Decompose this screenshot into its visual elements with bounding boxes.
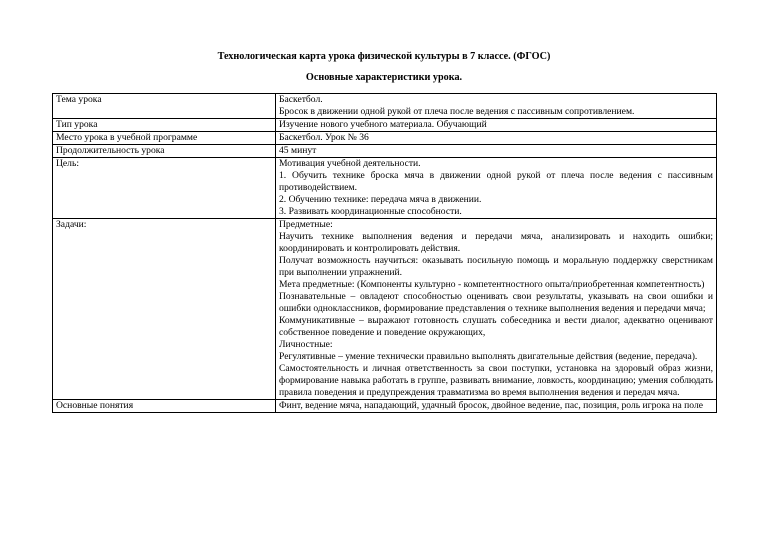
table-row-place (53, 132, 717, 145)
table-row-duration (53, 145, 717, 158)
row-value (276, 94, 717, 119)
row-label: Задачи: (53, 219, 276, 400)
value-line: 3. Развивать координационные способности. (279, 206, 462, 217)
row-label: Тип урока (53, 119, 276, 132)
value-line: Баскетбол. Урок № 36 (279, 132, 369, 143)
value-line: Изучение нового учебного материала. Обучающий (279, 119, 487, 130)
value-line: Предметные: (279, 219, 333, 230)
value-line: Мета предметные: (Компоненты культурно - компетентностного опыта/приобретенная компетентность) (279, 279, 705, 290)
row-value (276, 158, 717, 219)
row-label: Тема урока (53, 94, 276, 119)
value-line: 45 минут (279, 145, 317, 156)
value-line: Получат возможность научиться: оказывать посильную помощь и моральную поддержку сверстникам при выполнении упражнений. (279, 255, 713, 278)
value-line: 2. Обучению технике: передача мяча в движении. (279, 194, 482, 205)
document-subtitle: Основные характеристики урока. (305, 72, 463, 83)
value-line: 1. Обучить технике броска мяча в движении одной рукой от плеча после ведения с пассивным противодействием. (279, 170, 713, 193)
row-value (276, 132, 717, 145)
row-label: Место урока в учебной программе (53, 132, 276, 145)
table-row-concepts (53, 400, 717, 413)
value-line: Научить технике выполнения ведения и передачи мяча, анализировать и находить ошибки; координировать и контролировать действия. (279, 231, 713, 254)
value-line: Личностные: (279, 339, 333, 350)
value-line: Мотивация учебной деятельности. (279, 158, 421, 169)
row-label: Продолжительность урока (53, 145, 276, 158)
value-line: Баскетбол. (279, 94, 323, 105)
value-line: Самостоятельность и личная ответственность за свои поступки, установка на здоровый образ жизни, формирование навыка работать в группе, развивать внимание, ловкость, координацию; умения соблюдать правила поведения и предупреждения травматизма во время выполнения ведения и передач мяча. (279, 363, 713, 398)
value-line: Познавательные – овладеют способностью оценивать свои результаты, указывать на свои ошибки и ошибки одноклассников, формирование представления о технике выполнения ведения и передачи мяча; (279, 291, 713, 314)
row-label: Основные понятия (53, 400, 276, 413)
row-value (276, 400, 717, 413)
lesson-characteristics-table (52, 93, 717, 413)
value-line: Регулятивные – умение технически правильно выполнять двигательные действия (ведение, передача). (279, 351, 698, 362)
document-title: Технологическая карта урока физической культуры в 7 классе. (ФГОС) (217, 51, 551, 62)
table-row-tasks (53, 219, 717, 400)
row-label: Цель: (53, 158, 276, 219)
value-line: Финт, ведение мяча, нападающий, удачный бросок, двойное ведение, пас, позиция, роль игрока на поле (279, 400, 704, 411)
row-value (276, 219, 717, 400)
table-row-type (53, 119, 717, 132)
value-line: Коммуникативные – выражают готовность слушать собеседника и вести диалог, адекватно оценивают собственное поведение и поведение окружающих, (279, 315, 713, 338)
value-line: Бросок в движении одной рукой от плеча после ведения с пассивным сопротивлением. (279, 106, 635, 117)
table-row-goal (53, 158, 717, 219)
table-row-topic (53, 94, 717, 119)
row-value (276, 145, 717, 158)
row-value (276, 119, 717, 132)
